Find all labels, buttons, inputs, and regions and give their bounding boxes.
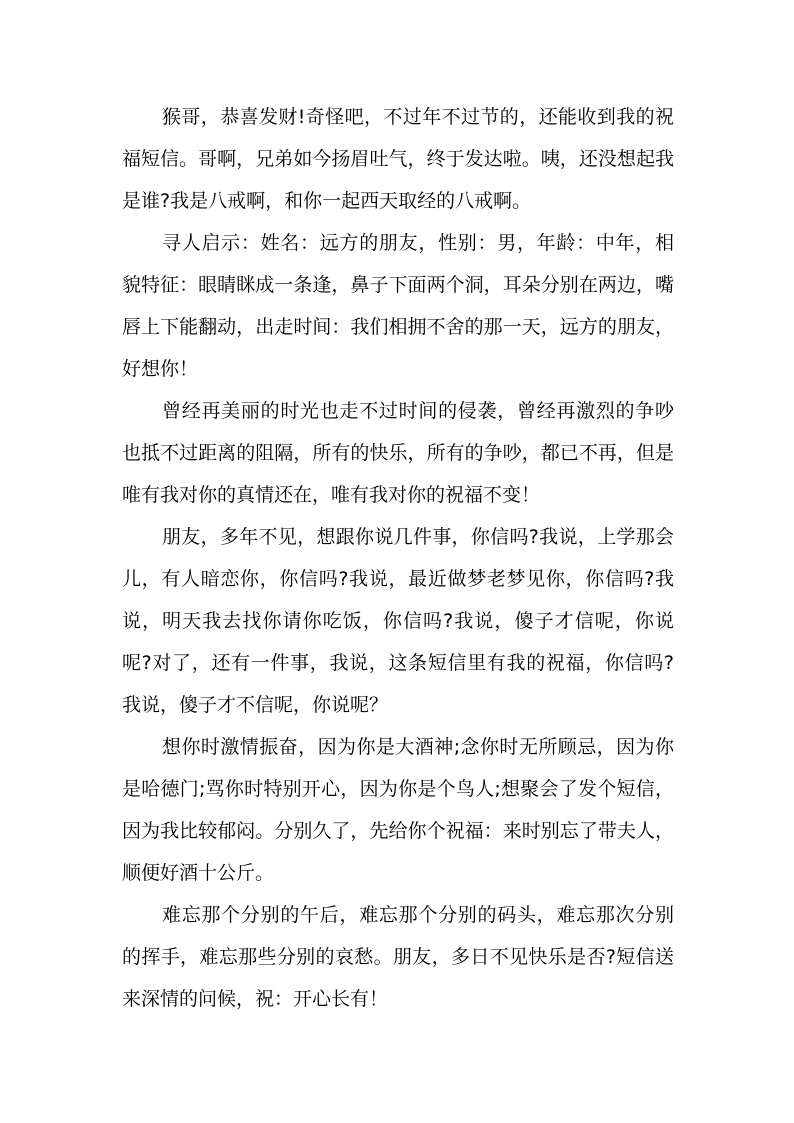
paragraph-3: 曾经再美丽的时光也走不过时间的侵袭，曾经再激烈的争吵也抵不过距离的阻隔，所有的快乐，所有的争吵，都已不再，但是唯有我对你的真情还在，唯有我对你的祝福不变！ xyxy=(122,400,674,506)
paragraph-2: 寻人启示：姓名：远方的朋友，性别：男，年龄：中年，相貌特征：眼睛眯成一条逢，鼻子下面两个洞，耳朵分别在两边，嘴唇上下能翻动，出走时间：我们相拥不舍的那一天，远方的朋友，好想你！ xyxy=(122,232,674,380)
paragraph-1: 猴哥，恭喜发财!奇怪吧，不过年不过节的，还能收到我的祝福短信。哥啊，兄弟如今扬眉吐气，终于发达啦。咦，还没想起我是谁?我是八戒啊，和你一起西天取经的八戒啊。 xyxy=(122,106,674,212)
paragraph-6: 难忘那个分别的午后，难忘那个分别的码头，难忘那次分别的挥手，难忘那些分别的哀愁。朋友，多日不见快乐是否?短信送来深情的问候，祝：开心长有！ xyxy=(122,904,674,1010)
document-body xyxy=(122,96,674,1020)
paragraph-4: 朋友，多年不见，想跟你说几件事，你信吗?我说，上学那会儿，有人暗恋你，你信吗?我说，最近做梦老梦见你，你信吗?我说，明天我去找你请你吃饭，你信吗?我说，傻子才信呢，你说呢?对了，还有一件事，我说，这条短信里有我的祝福，你信吗?我说，傻子才不信呢，你说呢？ xyxy=(122,526,674,716)
paragraph-5: 想你时激情振奋，因为你是大酒神;念你时无所顾忌，因为你是哈德门;骂你时特别开心，因为你是个鸟人;想聚会了发个短信，因为我比较郁闷。分别久了，先给你个祝福：来时别忘了带夫人，顺便好酒十公斤。 xyxy=(122,736,674,884)
